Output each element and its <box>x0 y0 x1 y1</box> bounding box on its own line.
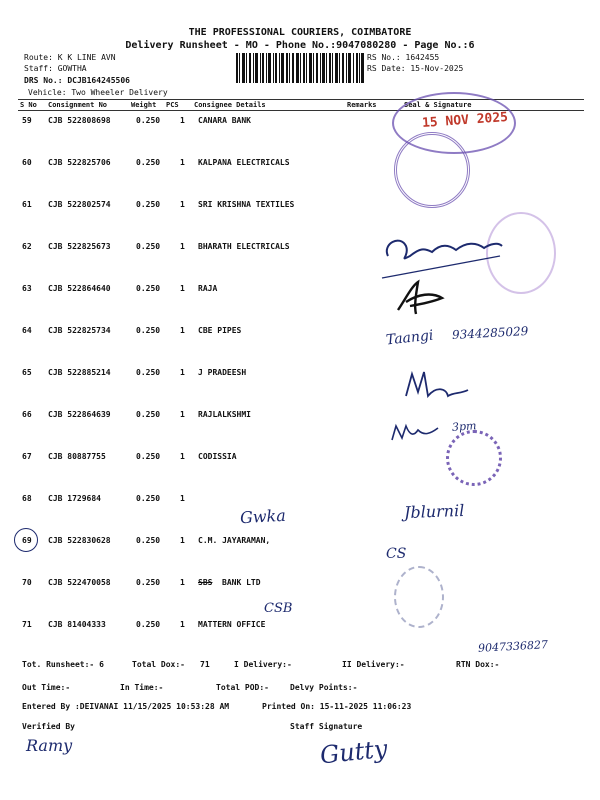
row-sno: 64 <box>22 326 32 335</box>
col-consignment: Consignment No <box>48 101 108 109</box>
verified-signature: Ramy <box>26 736 73 755</box>
row-consignee: CODISSIA <box>198 452 237 461</box>
row-weight: 0.250 <box>136 242 161 251</box>
row-weight: 0.250 <box>136 494 161 503</box>
row-pcs: 1 <box>180 242 185 251</box>
col-weight: Weight <box>131 101 157 109</box>
row-pcs: 1 <box>180 326 185 335</box>
row-sno: 61 <box>22 200 32 209</box>
col-pcs: PCS <box>166 101 179 109</box>
row-consignment: CJB 80887755 <box>48 452 106 461</box>
row-pcs: 1 <box>180 158 185 167</box>
handwriting-row69-gwka: Gwka <box>239 505 287 528</box>
handwriting-row64-phone: 9344285029 <box>451 324 529 342</box>
row-sno: 65 <box>22 368 32 377</box>
signature-row66 <box>388 418 448 446</box>
row-consignee: BHARATH ELECTRICALS <box>198 242 290 251</box>
rs-date: RS Date: 15-Nov-2025 <box>367 64 464 73</box>
row-consignee: CBE PIPES <box>198 326 242 335</box>
row-weight: 0.250 <box>136 158 161 167</box>
table-top-rule <box>18 99 584 100</box>
row-sno: 68 <box>22 494 32 503</box>
row-weight: 0.250 <box>136 578 161 587</box>
row-pcs: 1 <box>180 620 185 629</box>
row-consignee: SRI KRISHNA TEXTILES <box>198 200 295 209</box>
rs-number: RS No.: 1642455 <box>367 53 440 62</box>
col-consignee: Consignee Details <box>194 101 266 109</box>
total-dox-label: Total Dox:- <box>132 660 185 669</box>
barcode <box>236 53 364 83</box>
row-consignment: CJB 81404333 <box>48 620 106 629</box>
row-consignee-struck: SBS <box>198 578 213 587</box>
signature-row65 <box>402 366 472 406</box>
row-pcs: 1 <box>180 410 185 419</box>
col-remarks: Remarks <box>347 101 377 109</box>
row-weight: 0.250 <box>136 620 161 629</box>
row-consignment: CJB 522825673 <box>48 242 111 251</box>
row-weight: 0.250 <box>136 368 161 377</box>
row-consignee: RAJA <box>198 284 218 293</box>
row-sno: 71 <box>22 620 32 629</box>
date-stamp: 15 NOV 2025 <box>421 110 509 131</box>
total-dox-value: 71 <box>200 660 210 669</box>
row-consignee: RAJLALKSHMI <box>198 410 251 419</box>
total-runsheet: Tot. Runsheet:- 6 <box>22 660 104 669</box>
row-consignment: CJB 522470058 <box>48 578 111 587</box>
faint-round-stamp <box>394 566 444 628</box>
row-consignment: CJB 522802574 <box>48 200 111 209</box>
staff: Staff: GOWTHA <box>24 64 87 73</box>
row-consignment: CJB 522864640 <box>48 284 111 293</box>
handwriting-row66: 3pm <box>451 419 477 434</box>
row-consignee: J PRADEESH <box>198 368 247 377</box>
out-time: Out Time:- <box>22 683 71 692</box>
row-pcs: 1 <box>180 452 185 461</box>
row-weight: 0.250 <box>136 536 161 545</box>
entered-by: Entered By :DEIVANAI 11/15/2025 10:53:28 AM <box>22 702 230 711</box>
row-consignment: CJB 522830628 <box>48 536 111 545</box>
row-pcs: 1 <box>180 368 185 377</box>
in-time: In Time:- <box>120 683 164 692</box>
signature-row63 <box>392 276 452 318</box>
row-consignment: CJB 522864639 <box>48 410 111 419</box>
row-consignment: CJB 522808698 <box>48 116 111 125</box>
i-delivery: I Delivery:- <box>234 660 292 669</box>
row-consignee: C.M. JAYARAMAN, <box>198 536 271 545</box>
row-weight: 0.250 <box>136 200 161 209</box>
row-consignment: CJB 522825706 <box>48 158 111 167</box>
drs-number: DRS No.: DCJB164245506 <box>24 76 130 85</box>
row-pcs: 1 <box>180 116 185 125</box>
row-weight: 0.250 <box>136 452 161 461</box>
row-consignment: CJB 522885214 <box>48 368 111 377</box>
row-pcs: 1 <box>180 578 185 587</box>
round-seal-stamp <box>394 132 470 208</box>
row-sno: 66 <box>22 410 32 419</box>
runsheet-subtitle: Delivery Runsheet - MO - Phone No.:9047080280 - Page No.:6 <box>125 40 475 51</box>
handwriting-row71-phone: 9047336827 <box>477 638 549 655</box>
verified-by: Verified By <box>22 722 75 731</box>
row-consignee: MATTERN OFFICE <box>198 620 266 629</box>
handwriting-row71-csb: CSB <box>264 601 293 616</box>
gear-seal-stamp <box>446 430 502 486</box>
row-weight: 0.250 <box>136 410 161 419</box>
route: Route: K K LINE AVN <box>24 53 116 62</box>
handwriting-row70-cs: CS <box>386 546 407 562</box>
staff-signature: Gutty <box>318 734 389 770</box>
row-sno: 59 <box>22 116 32 125</box>
row-pcs: 1 <box>180 284 185 293</box>
row-sno: 60 <box>22 158 32 167</box>
rtn-dox: RTN Dox:- <box>456 660 500 669</box>
ii-delivery: II Delivery:- <box>342 660 405 669</box>
row-sno: 62 <box>22 242 32 251</box>
row-consignee: BANK LTD <box>222 578 261 587</box>
row-weight: 0.250 <box>136 116 161 125</box>
row-weight: 0.250 <box>136 284 161 293</box>
delvy-points: Delvy Points:- <box>290 683 358 692</box>
col-sno: S No <box>20 101 37 109</box>
row-sno: 63 <box>22 284 32 293</box>
company-title: THE PROFESSIONAL COURIERS, COIMBATORE <box>188 27 412 38</box>
row-consignment: CJB 522825734 <box>48 326 111 335</box>
row-consignment: CJB 1729684 <box>48 494 101 503</box>
row-sno: 67 <box>22 452 32 461</box>
row-sno: 70 <box>22 578 32 587</box>
row-weight: 0.250 <box>136 326 161 335</box>
handwriting-row69-sign: Jblurnil <box>403 500 465 523</box>
row-pcs: 1 <box>180 200 185 209</box>
handwriting-row64-name: Taangi <box>385 327 435 349</box>
staff-signature-label: Staff Signature <box>290 722 363 731</box>
row-consignee: CANARA BANK <box>198 116 251 125</box>
row-sno: 69 <box>22 536 32 545</box>
printed-on: Printed On: 15-11-2025 11:06:23 <box>262 702 412 711</box>
row-pcs: 1 <box>180 536 185 545</box>
total-pod: Total POD:- <box>216 683 269 692</box>
col-seal-signature: Seal & Signature <box>404 101 472 109</box>
vehicle: Vehicle: Two Wheeler Delivery <box>28 88 168 97</box>
row-pcs: 1 <box>180 494 185 503</box>
row-consignee: KALPANA ELECTRICALS <box>198 158 290 167</box>
